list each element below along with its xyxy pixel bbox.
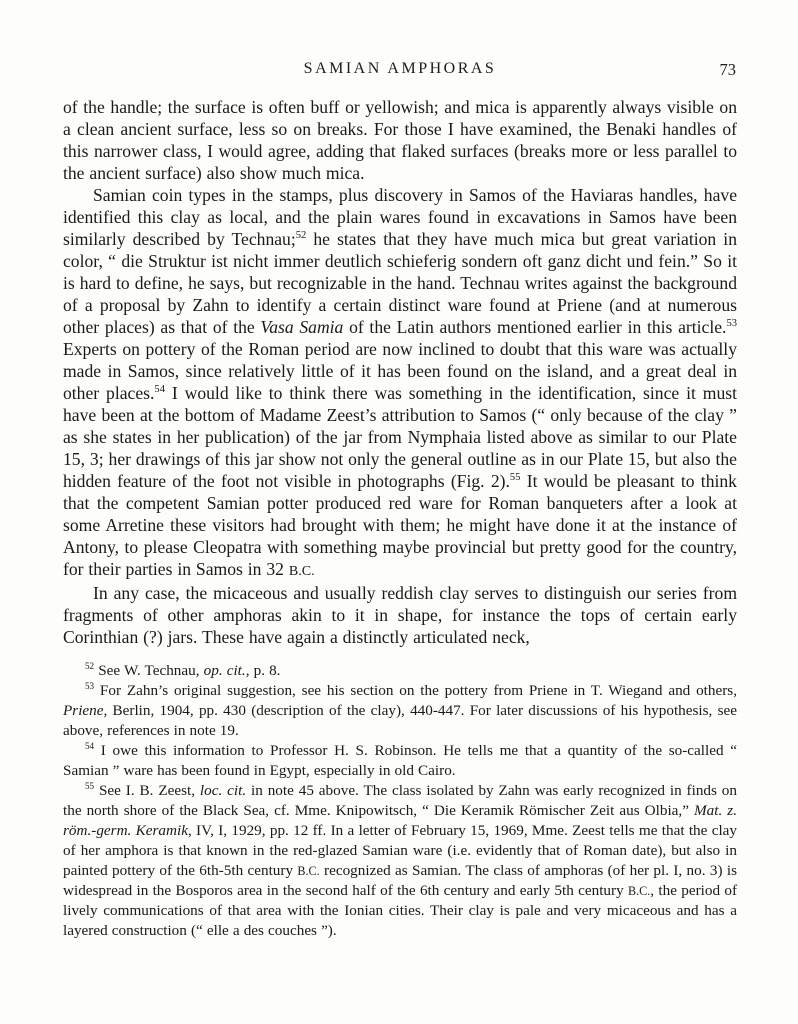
footnotes: [63, 661, 737, 941]
footnote-reference: 54: [154, 384, 165, 396]
footnote: [63, 661, 737, 681]
text-segment: It would be pleasant to think that the competent Samian potter produced red ware for Roman banqueters after a look at some Arretine these visitors had brought with them; he might have done it at the instance of Antony, to please Cleopatra with something maybe provincial but pretty good for the country, for their parties in Samos in 32: [63, 471, 737, 579]
text-segment: Samian coin types in the stamps, plus discovery in Samos of the Haviaras handles, have identified this clay as local, and the plain wares found in excavations in Samos have been similarly described by Technau;: [63, 185, 737, 249]
text-segment: See W. Technau,: [94, 662, 204, 679]
text-segment: recognized as Samian. The class of amphoras (of her pl. I, no. 3) is widespread in the Bosporos area in the second half of the 6th century and early 5th century: [63, 862, 737, 899]
text-segment: For Zahn’s original suggestion, see his section on the pottery from Priene in T. Wiegand and others,: [94, 682, 737, 699]
paragraph: [63, 582, 737, 648]
footnote-reference: 55: [509, 472, 521, 484]
page-number: 73: [719, 60, 736, 79]
text-segment: , Berlin, 1904, pp. 430 (description of the clay), 440-447. For later discussions of his hypothesis, see above, references in note 19.: [63, 702, 737, 739]
text-segment: loc. cit.: [199, 782, 247, 799]
footnote: [63, 781, 737, 941]
text-segment: op. cit.: [203, 662, 246, 679]
text-segment: , the period of lively communications of that area with the Ionian cities. Their clay is pale and very micaceous and has a layered construction (“ elle a des couches ”).: [63, 882, 738, 939]
text-segment: See I. B. Zeest,: [94, 782, 200, 799]
text-segment: of the Latin authors mentioned earlier in this article.: [343, 317, 727, 337]
text-segment: Vasa Samia: [260, 317, 344, 337]
footnote-reference: 52: [295, 230, 307, 242]
footnote: [63, 681, 737, 741]
text-segment: B.C.: [297, 864, 320, 878]
text-segment: , p. 8.: [245, 662, 281, 679]
footnote-number: 53: [85, 680, 95, 691]
running-head-title: SAMIAN AMPHORAS: [303, 60, 497, 77]
footnote-reference: 53: [726, 318, 737, 330]
text-segment: Priene: [63, 702, 104, 719]
text-segment: I would like to think there was something in the identification, since it must have been at the bottom of Madame Zeest’s attribution to Samos (“ only because of the clay ” as she states in her publication) of the jar from Nymphaia listed above as similar to our Plate 15, 3; her drawings of this jar show not only the general outline as in our Plate 15, but also the hidden feature of the foot not visible in photographs (Fig. 2).: [63, 383, 738, 491]
body-text: [63, 96, 737, 648]
text-segment: he states that they have much mica but great variation in color, “ die Struktur ist nicht immer deutlich schieferig sondern oft ganz dicht und fein.” So it is hard to define, he says, but recognizable in the hand. Technau writes against the background of a proposal by Zahn to identify a certain distinct ware found at Priene (and at numerous other places) as that of the: [63, 229, 737, 337]
text-segment: in note 45 above. The class isolated by Zahn was early recognized in finds on the north shore of the Black Sea, cf. Mme. Knipowitsch, “ Die Keramik Römischer Zeit aus Olbia,”: [63, 782, 737, 819]
paragraph: [63, 96, 737, 184]
footnote-number: 52: [85, 660, 95, 671]
text-segment: In any case, the micaceous and usually reddish clay serves to distinguish our series from fragments of other amphoras akin to it in shape, for instance the tops of certain early Corinthian (?) jars. These have again a distinctly articulated neck,: [63, 583, 737, 647]
text-segment: Experts on pottery of the Roman period are now inclined to doubt that this ware was actually made in Samos, since relatively little of it has been found on the island, and a great deal in other places.: [63, 339, 737, 403]
footnote-number: 54: [85, 740, 95, 751]
footnote: [63, 741, 737, 781]
text-segment: B.C.: [627, 884, 651, 898]
text-segment: Mat. z. röm.-germ. Keramik: [63, 802, 737, 839]
text-segment: of the handle; the surface is often buff or yellowish; and mica is apparently always visible on a clean ancient surface, less so on breaks. For those I have examined, the Benaki handles of this narrower class, I would agree, adding that flaked surfaces (breaks more or less parallel to the ancient surface) also show much mica.: [63, 97, 737, 183]
footnote-number: 55: [85, 780, 95, 791]
page-header: [63, 60, 737, 82]
text-segment: B.C.: [288, 563, 315, 579]
paragraph: [63, 184, 737, 582]
text-segment: , IV, I, 1929, pp. 12 ff. In a letter of February 15, 1969, Mme. Zeest tells me that the clay of her amphora is that known in the red-glazed Samian ware (i.e. evidently that of Roman date), but also in painted pottery of the 6th-5th century: [63, 822, 737, 879]
text-segment: I owe this information to Professor H. S. Robinson. He tells me that a quantity of the so-called “ Samian ” ware has been found in Egypt, especially in old Cairo.: [63, 742, 737, 779]
